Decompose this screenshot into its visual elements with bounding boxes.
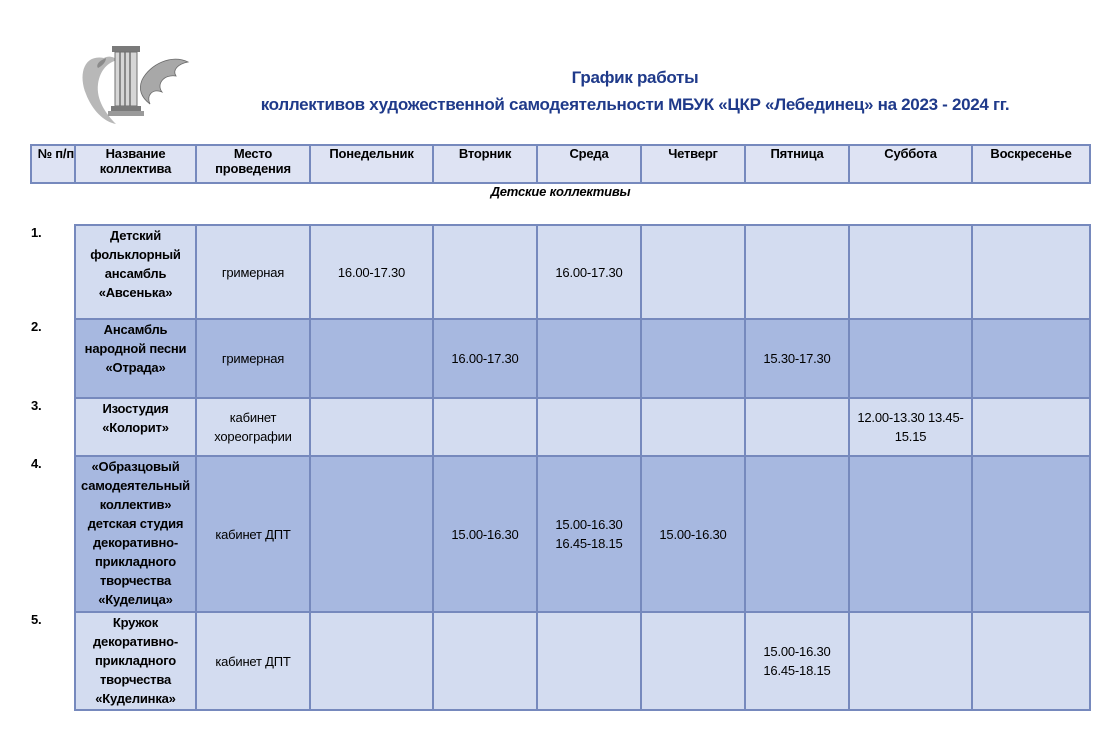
time-sunday (972, 398, 1090, 456)
time-sunday (972, 456, 1090, 612)
header-day-sunday: Воскресенье (972, 145, 1090, 183)
time-wednesday (537, 612, 641, 710)
time-friday (745, 456, 849, 612)
table-row (31, 225, 1090, 319)
header-num: № п/п (31, 145, 75, 183)
row-number: 5. (31, 612, 75, 710)
time-monday: 16.00-17.30 (310, 225, 433, 319)
time-saturday (849, 319, 972, 398)
header-place: Место проведения (196, 145, 310, 183)
time-wednesday (537, 398, 641, 456)
time-thursday (641, 225, 745, 319)
table-row (31, 612, 1090, 710)
time-tuesday: 15.00-16.30 (433, 456, 537, 612)
time-saturday (849, 456, 972, 612)
time-tuesday: 16.00-17.30 (433, 319, 537, 398)
row-number: 4. (31, 456, 75, 612)
header-day-wednesday: Среда (537, 145, 641, 183)
time-tuesday (433, 612, 537, 710)
collective-name: «Образцовый самодеятельный коллектив» детская студия декоративно-прикладного творчества «Куделица» (75, 456, 196, 612)
time-monday (310, 456, 433, 612)
row-number: 1. (31, 225, 75, 319)
time-monday (310, 319, 433, 398)
row-number: 2. (31, 319, 75, 398)
time-thursday (641, 319, 745, 398)
page-title (200, 64, 1070, 118)
header-day-saturday: Суббота (849, 145, 972, 183)
collective-place: гримерная (196, 319, 310, 398)
section-title: Детские коллективы (31, 183, 1090, 225)
collective-place: гримерная (196, 225, 310, 319)
schedule-table (30, 144, 1091, 711)
section-row (31, 183, 1090, 225)
table-row (31, 398, 1090, 456)
header-day-thursday: Четверг (641, 145, 745, 183)
collective-place: кабинет хореографии (196, 398, 310, 456)
time-friday (745, 225, 849, 319)
time-sunday (972, 225, 1090, 319)
collective-name: Ансамбль народной песни «Отрада» (75, 319, 196, 398)
time-sunday (972, 612, 1090, 710)
swan-column-logo (76, 40, 194, 126)
time-friday (745, 398, 849, 456)
time-saturday (849, 225, 972, 319)
time-thursday: 15.00-16.30 (641, 456, 745, 612)
collective-name: Кружок декоративно-прикладного творчества «Куделинка» (75, 612, 196, 710)
title-line-2: коллективов художественной самодеятельности МБУК «ЦКР «Лебединец» на 2023 - 2024 гг. (260, 95, 1010, 114)
collective-place: кабинет ДПТ (196, 456, 310, 612)
time-thursday (641, 612, 745, 710)
time-sunday (972, 319, 1090, 398)
header-day-tuesday: Вторник (433, 145, 537, 183)
table-row (31, 456, 1090, 612)
time-saturday: 12.00-13.30 13.45-15.15 (849, 398, 972, 456)
time-monday (310, 612, 433, 710)
time-wednesday (537, 319, 641, 398)
time-friday: 15.30-17.30 (745, 319, 849, 398)
row-number: 3. (31, 398, 75, 456)
table-row (31, 319, 1090, 398)
title-line-1: График работы (571, 68, 699, 87)
header-name: Название коллектива (75, 145, 196, 183)
collective-name: Изостудия «Колорит» (75, 398, 196, 456)
time-tuesday (433, 225, 537, 319)
collective-name: Детский фольклорный ансамбль «Авсенька» (75, 225, 196, 319)
time-monday (310, 398, 433, 456)
collective-place: кабинет ДПТ (196, 612, 310, 710)
header-day-friday: Пятница (745, 145, 849, 183)
time-friday: 15.00-16.30 16.45-18.15 (745, 612, 849, 710)
time-tuesday (433, 398, 537, 456)
time-wednesday: 15.00-16.30 16.45-18.15 (537, 456, 641, 612)
time-wednesday: 16.00-17.30 (537, 225, 641, 319)
time-saturday (849, 612, 972, 710)
header-row (31, 145, 1090, 183)
time-thursday (641, 398, 745, 456)
header-day-monday: Понедельник (310, 145, 433, 183)
